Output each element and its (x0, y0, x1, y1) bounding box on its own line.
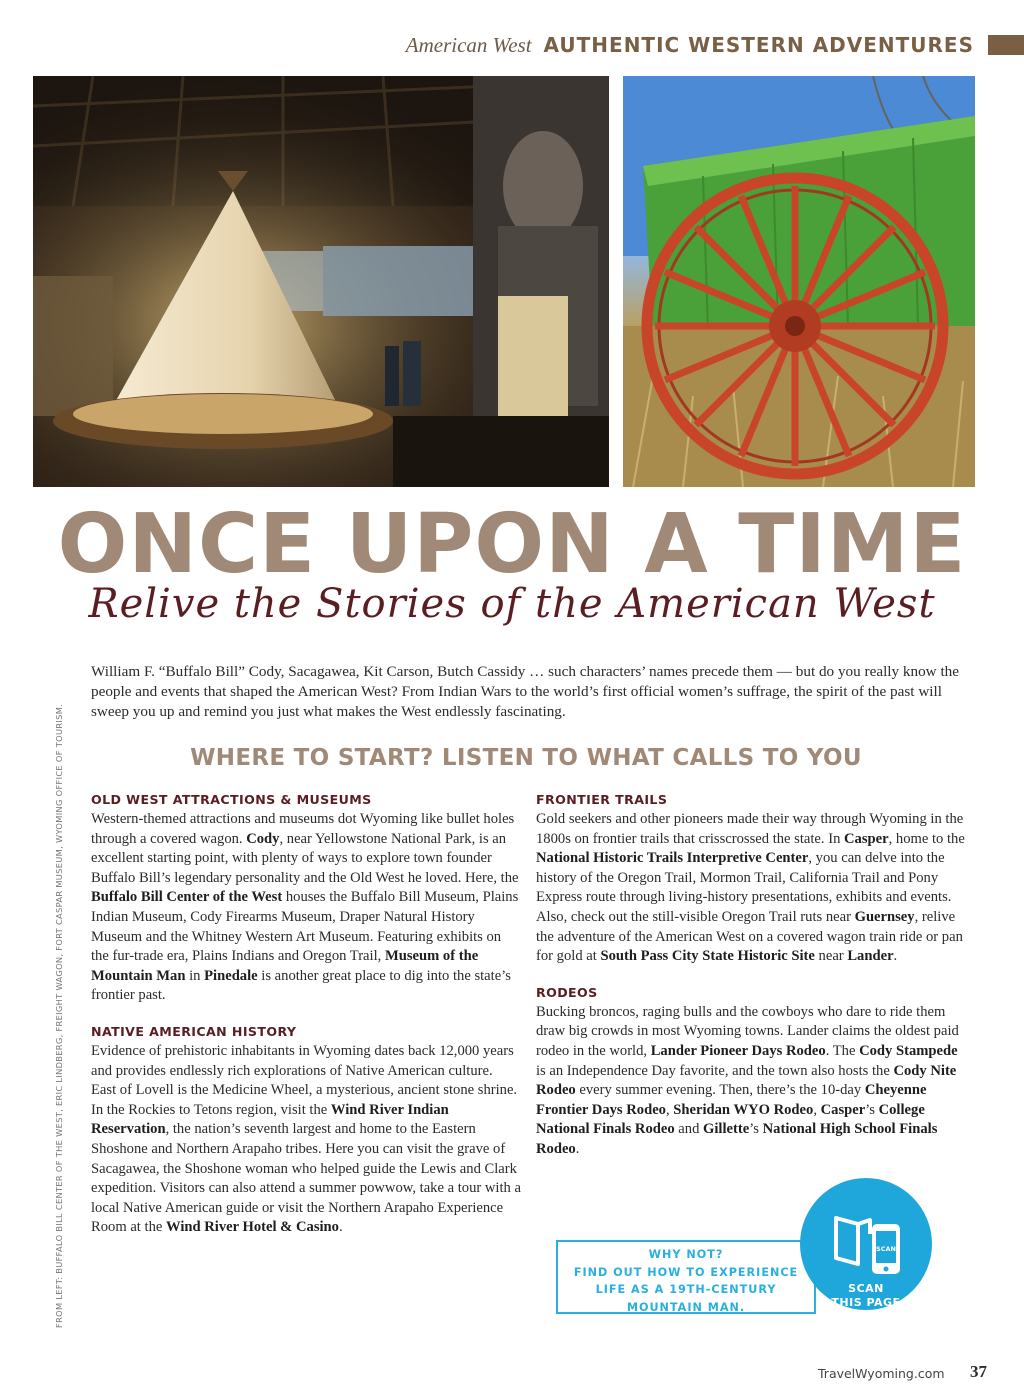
header-section: AUTHENTIC WESTERN ADVENTURES (543, 33, 974, 57)
cta-line-1: WHY NOT? (648, 1248, 724, 1261)
wagon-illustration (623, 76, 975, 487)
rodeos-paragraph: Bucking broncos, raging bulls and the cowboys who dare to ride them draw big crowds in most Wyoming towns. Lander claims the oldest paid rodeo in the world, Lander Pioneer Days Rodeo. The Cody Stampede is an Independence Day favorite, and the town also hosts the Cody Nite Rodeo every summer evening. Then, there’s the 10-day Cheyenne Frontier Days Rodeo, Sheridan WYO Rodeo, Casper’s College National Finals Rodeo and Gillette’s National High School Finals Rodeo. (536, 1003, 959, 1157)
trails-paragraph: Gold seekers and other pioneers made their way through Wyoming in the 1800s on frontier trails that crisscrossed the state. In Casper, home to the National Historic Trails Interpretive Center, you can delve into the history of the Oregon Trail, Mormon Trail, California Trail and Pony Express route through living-history presentations, exhibits and events. Also, check out the still-visible Oregon Trail ruts near Guernsey, relive the adventure of the American West on a covered wagon train ride or pan for gold at South Pass City State Historic Site near Lander. (536, 811, 965, 965)
cta-line-3: LIFE AS A 19TH-CENTURY (595, 1283, 777, 1296)
rodeos-heading: RODEOS (536, 984, 598, 1000)
footer-url[interactable]: TravelWyoming.com (818, 1366, 945, 1381)
page-header (406, 30, 1024, 60)
page-title: ONCE UPON A TIME (57, 497, 967, 592)
header-bar (988, 35, 1024, 55)
intro-paragraph: William F. “Buffalo Bill” Cody, Sacagawea, Kit Carson, Butch Cassidy … such characters’ names precede them — but do you really know the people and events that shaped the American West? From Indian Wars to the world’s first official women’s suffrage, the spirit of the past will sweep you up and remind you just what makes the West endlessly fascinating. (91, 663, 959, 720)
museum-teepee-photo (33, 76, 609, 487)
book-phone-icon (800, 1178, 932, 1282)
scan-label (800, 1282, 932, 1310)
scan-page-badge[interactable] (800, 1178, 932, 1310)
scan-line-2: THIS PAGE (831, 1296, 901, 1309)
where-to-start-heading: WHERE TO START? LISTEN TO WHAT CALLS TO YOU (190, 745, 862, 771)
left-column (91, 792, 521, 1252)
scan-line-1: SCAN (848, 1282, 884, 1295)
old-west-paragraph: Western-themed attractions and museums dot Wyoming like bullet holes through a covered wagon. Cody, near Yellowstone National Park, is an excellent starting point, with plenty of ways to explore town founder Buffalo Bill’s legendary personality and the Old West he loved. Here, the Buffalo Bill Center of the West houses the Buffalo Bill Museum, Plains Indian Museum, Cody Firearms Museum, Draper Natural History Museum and the Whitney Western Art Museum. Featuring exhibits on the fur-trade era, Plains Indians and Oregon Trail, Museum of the Mountain Man in Pinedale is another great place to dig into the state’s frontier past. (91, 811, 519, 1004)
old-west-heading: OLD WEST ATTRACTIONS & MUSEUMS (91, 792, 372, 807)
trails-heading: FRONTIER TRAILS (536, 792, 668, 807)
page-subtitle: Relive the Stories of the American West (88, 581, 936, 627)
photo-credit: FROM LEFT: BUFFALO BILL CENTER OF THE WEST, ERIC LINDBERG, FREIGHT WAGON, FORT CASPAR MUSEUM, WYOMING OFFICE OF TOURISM. (54, 703, 64, 1328)
phone-scan-text: SCAN (876, 1245, 896, 1253)
native-paragraph: Evidence of prehistoric inhabitants in Wyoming dates back 12,000 years and provides endlessly rich explorations of Native American culture. East of Lovell is the Medicine Wheel, a mysterious, ancient stone shrine. In the Rockies to Tetons region, visit the Wind River Indian Reservation, the nation’s seventh largest and home to the Eastern Shoshone and Northern Arapaho tribes. Here you can visit the grave of Sacagawea, the Shoshone woman who helped guide the Lewis and Clark expedition. Visitors can also attend a summer powwow, take a tour with a local Native American guide or visit the Northern Arapaho Experience Room at the Wind River Hotel & Casino. (91, 1042, 521, 1236)
cta-line-4: MOUNTAIN MAN. (626, 1300, 746, 1314)
header-kicker: American West (405, 32, 532, 57)
museum-illustration (33, 76, 609, 487)
right-column (536, 792, 966, 1174)
page-number: 37 (970, 1362, 987, 1381)
green-wagon-red-wheel-photo (623, 76, 975, 487)
mountain-man-cta-box[interactable] (556, 1240, 816, 1314)
native-heading: NATIVE AMERICAN HISTORY (91, 1023, 297, 1039)
cta-line-2: FIND OUT HOW TO EXPERIENCE (573, 1265, 799, 1279)
